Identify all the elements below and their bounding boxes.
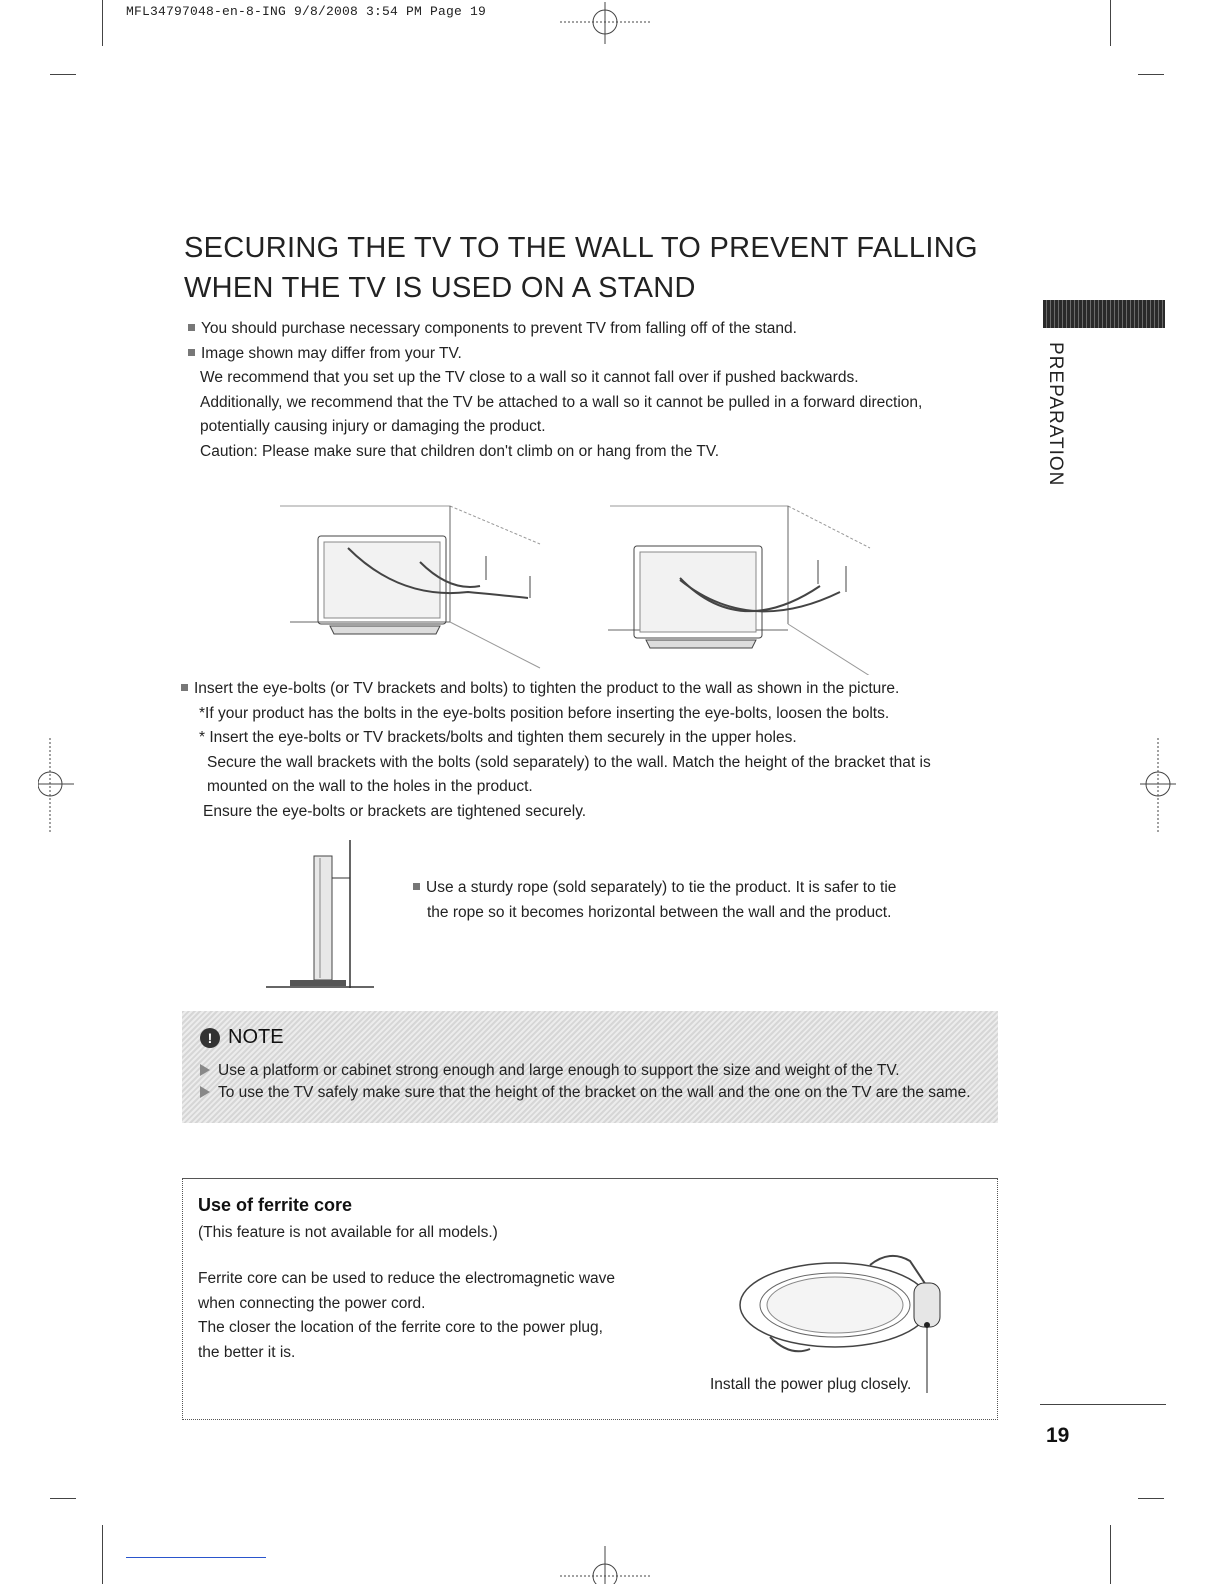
ferrite-title: Use of ferrite core	[198, 1195, 353, 1215]
bullet-item: Image shown may differ from your TV.	[188, 342, 988, 367]
paragraph-line: Caution: Please make sure that children don't climb on or hang from the TV.	[200, 442, 720, 460]
registration-mark	[38, 738, 78, 834]
rope-side-view-illustration	[262, 838, 382, 990]
paragraph-line: We recommend that you set up the TV close to a wall so it cannot fall over if pushed backwards.	[200, 369, 859, 386]
exclamation-icon: !	[200, 1028, 220, 1048]
triangle-bullet-icon	[200, 1086, 210, 1098]
paragraph-line: potentially causing injury or damaging the product.	[200, 418, 546, 435]
title-line: WHEN THE TV IS USED ON A STAND	[184, 272, 696, 304]
note-item: Use a platform or cabinet strong enough and large enough to support the size and weight of the TV.	[200, 1060, 990, 1082]
crop-mark	[50, 1498, 76, 1499]
steps-section	[181, 677, 1001, 824]
section-label-text: PREPARATION	[1045, 342, 1066, 487]
square-bullet-icon	[413, 883, 420, 890]
crop-mark	[1110, 0, 1111, 46]
intro-section	[188, 317, 988, 464]
section-label	[1040, 342, 1070, 487]
paragraph-line: The closer the location of the ferrite core to the power plug,	[198, 1319, 603, 1336]
bullet-item: Use a sturdy rope (sold separately) to tie the product. It is safer to tie	[413, 876, 973, 901]
tv-wall-illustration-left	[280, 506, 540, 668]
crop-mark	[50, 74, 76, 75]
tv-wall-illustration-right	[608, 506, 870, 675]
page-title	[184, 228, 984, 308]
footnote-line: *If your product has the bolts in the eye-bolts position before inserting the eye-bolts, loosen the bolts.	[199, 704, 890, 722]
square-bullet-icon	[188, 349, 195, 356]
registration-mark	[560, 2, 660, 46]
registration-mark	[560, 1546, 660, 1584]
paragraph-line: when connecting the power cord.	[198, 1294, 426, 1312]
note-heading	[200, 1026, 284, 1049]
note-item: To use the TV safely make sure that the height of the bracket on the wall and the one on the TV are the same.	[200, 1082, 990, 1104]
note-list	[200, 1060, 990, 1104]
paragraph-line: the better it is.	[198, 1343, 296, 1361]
paragraph-line: Ferrite core can be used to reduce the electromagnetic wave	[198, 1270, 616, 1287]
paragraph-line: Additionally, we recommend that the TV be attached to a wall so it cannot be pulled in a forward direction,	[200, 393, 923, 411]
note-heading-text: NOTE	[228, 1026, 284, 1048]
wall-mount-illustrations	[280, 500, 900, 675]
triangle-bullet-icon	[200, 1064, 210, 1076]
paragraph-line: the rope so it becomes horizontal between the wall and the product.	[427, 903, 892, 921]
square-bullet-icon	[188, 324, 195, 331]
square-bullet-icon	[181, 684, 188, 691]
page-number: 19	[1046, 1424, 1070, 1447]
rule-line	[1040, 1404, 1166, 1405]
bullet-item: You should purchase necessary components to prevent TV from falling off of the stand.	[188, 317, 988, 342]
section-tab	[1043, 300, 1165, 328]
crop-mark	[102, 1525, 103, 1584]
crop-mark	[1138, 74, 1164, 75]
crop-mark	[1110, 1525, 1111, 1584]
ferrite-caption: Install the power plug closely.	[710, 1376, 912, 1393]
bullet-item: Insert the eye-bolts (or TV brackets and bolts) to tighten the product to the wall as shown in the picture.	[181, 677, 1001, 702]
crop-mark	[102, 0, 103, 46]
underline-rule	[126, 1557, 266, 1558]
print-header: MFL34797048-en-8-ING 9/8/2008 3:54 PM Page 19	[126, 4, 487, 19]
paragraph-line: mounted on the wall to the holes in the product.	[207, 778, 533, 795]
registration-mark	[1140, 738, 1180, 834]
rope-instruction	[413, 876, 973, 925]
crop-mark	[1138, 1498, 1164, 1499]
paragraph-line: Secure the wall brackets with the bolts (sold separately) to the wall. Match the height of the bracket that is	[207, 753, 931, 771]
footnote-line: * Insert the eye-bolts or TV brackets/bolts and tighten them securely in the upper holes.	[199, 729, 797, 746]
paragraph-line: Ensure the eye-bolts or brackets are tightened securely.	[203, 802, 587, 820]
title-line: SECURING THE TV TO THE WALL TO PREVENT FALLING	[184, 232, 978, 264]
ferrite-subtitle: (This feature is not available for all models.)	[198, 1224, 498, 1241]
ferrite-body	[198, 1267, 658, 1365]
